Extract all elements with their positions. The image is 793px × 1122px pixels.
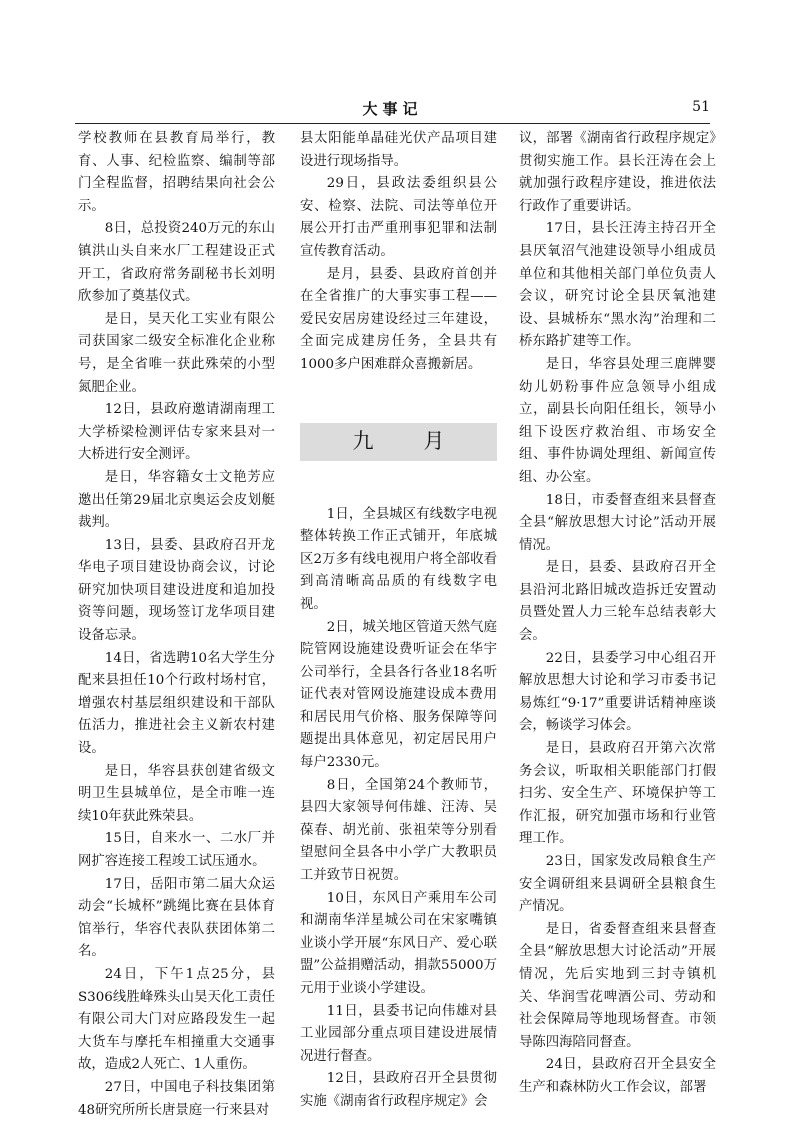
- paragraph: 学校教师在县教育局举行，教育、人事、纪检监察、编制等部门全程监督，招聘结果向社会公示。: [78, 131, 275, 214]
- running-title: 大事记: [362, 100, 423, 118]
- paragraph: 县太阳能单晶硅光伏产品项目建设进行现场指导。: [300, 131, 497, 169]
- paragraph: 24日，下午1点25分，县S306线胜峰殊头山昊天化工责任有限公司大门对应路段发生一起大货车与摩托车相撞重大交通事故，造成2人死亡、1人重伤。: [78, 966, 275, 1073]
- paragraph: 17日，县长汪涛主持召开全县厌氧沼气池建设领导小组成员单位和其他相关部门单位负责人会议，研究讨论全县厌氧池建设、县城桥东“黑水沟”治理和二桥东路扩建等工作。: [519, 221, 716, 350]
- paragraph: 10日，东风日产乘用车公司和湖南华洋星城公司在宋家嘴镇业谈小学开展“东风日产、爱心联盟”公益捐赠活动，捐款55000万元用于业谈小学建设。: [300, 890, 497, 996]
- paragraph: 12日，县政府召开全县贯彻实施《湖南省行政程序规定》会: [300, 1071, 497, 1109]
- paragraph: 29日，县政法委组织县公安、检察、法院、司法等单位开展公开打击严重刑事犯罪和法制宣传教育活动。: [300, 176, 497, 259]
- paragraph: 是日，县政府召开第六次常务会议，听取相关职能部门打假扫劣、安全生产、环境保护等工作汇报，研究加强市场和行业管理工作。: [519, 741, 716, 847]
- paragraph: 24日，县政府召开全县安全生产和森林防火工作会议，部署: [519, 1057, 716, 1095]
- paragraph: 15日，自来水一、二水厂并网扩容连接工程竣工试压通水。: [78, 831, 275, 869]
- paragraph: 是日，华容籍女士文艳芳应邀出任第29届北京奥运会皮划艇裁判。: [78, 469, 275, 531]
- paragraph: 1日，全县城区有线数字电视整体转换工作正式铺开，年底城区2万多有线电视用户将全部收看到高清晰高品质的有线数字电视。: [300, 506, 497, 612]
- header-rule: [75, 123, 710, 124]
- paragraph: 12日，县政府邀请湖南理工大学桥梁检测评估专家来县对一大桥进行安全测评。: [78, 402, 275, 463]
- paragraph: 是日，华容县处理三鹿牌婴幼儿奶粉事件应急领导小组成立，副县长向阳任组长，领导小组下设医疗救治组、市场安全组、事件协调处理组、新闻宣传组、办公室。: [519, 356, 716, 485]
- paragraph: 是日，县委、县政府召开全县沿河北路旧城改造拆迁安置动员暨处置人力三轮车总结表彰大会。: [519, 560, 716, 644]
- month-heading: 九月: [352, 429, 495, 454]
- column-1: [78, 128, 275, 1122]
- paragraph: 14日，省选聘10名大学生分配来县担任10个行政村场村官，增强农村基层组织建设和干部队伍活力，推进社会主义新农村建设。: [78, 650, 275, 757]
- paragraph: 27日，中国电子科技集团第48研究所所长唐景庭一行来县对: [78, 1079, 275, 1118]
- column-2: [300, 128, 497, 1114]
- paragraph: 22日，县委学习中心组召开解放思想大讨论和学习市委书记易炼红“9·17”重要讲话精神座谈会，畅谈学习体会。: [519, 650, 716, 734]
- paragraph: 18日，市委督查组来县督查全县“解放思想大讨论”活动开展情况。: [519, 492, 716, 553]
- paragraph: 13日，县委、县政府召开龙华电子项目建设协商会议，讨论研究加快项目建设进度和追加投资等问题，现场签订龙华项目建设备忘录。: [78, 537, 275, 644]
- paragraph: 8日，总投资240万元的东山镇洪山头自来水厂工程建设正式开工，省政府常务副秘书长刘明欣参加了奠基仪式。: [78, 221, 275, 305]
- paragraph: 23日，国家发改局粮食生产安全调研组来县调研全县粮食生产情况。: [519, 854, 716, 915]
- page-header: [75, 96, 710, 122]
- paragraph: 8日，全国第24个教师节，县四大家领导何伟雄、汪涛、吴葆春、胡光前、张祖荣等分别看望慰问全县各中小学广大教职员工并致节日祝贺。: [300, 777, 497, 884]
- paragraph: 2日，城关地区管道天然气庭院管网设施建设费听证会在华宇公司举行，全县各行各业18名听证代表对管网设施建设成本费用和居民用气价格、服务保障等问题提出具体意见，初定居民用户每户2330元。: [300, 619, 497, 771]
- paragraph: 11日，县委书记向伟雄对县工业园部分重点项目建设进展情况进行督查。: [300, 1003, 497, 1064]
- page-number: 51: [692, 99, 710, 115]
- paragraph: 是日，华容县获创建省级文明卫生县城单位，是全市唯一连续10年获此殊荣县。: [78, 763, 275, 824]
- month-heading-box: [300, 423, 497, 461]
- column-3: [519, 128, 716, 1100]
- paragraph: 是日，昊天化工实业有限公司获国家二级安全标准化企业称号，是全省唯一获此殊荣的小型氮肥企业。: [78, 311, 275, 395]
- paragraph: 17日，岳阳市第二届大众运动会“长城杯”跳绳比赛在县体育馆举行，华容代表队获团体第二名。: [78, 876, 275, 960]
- paragraph: 是月，县委、县政府首创并在全省推广的大事实事工程——爱民安居房建设经过三年建设，全面完成建房任务，全县共有1000多户困难群众喜搬新居。: [300, 266, 497, 372]
- paragraph: 议，部署《湖南省行政程序规定》贯彻实施工作。县长汪涛在会上就加强行政程序建设，推进依法行政作了重要讲话。: [519, 131, 716, 214]
- paragraph: 是日，省委督查组来县督查全县“解放思想大讨论活动”开展情况，先后实地到三封寺镇机关、华润雪花啤酒公司、劳动和社会保障局等地现场督查。市领导陈四海陪同督查。: [519, 921, 716, 1050]
